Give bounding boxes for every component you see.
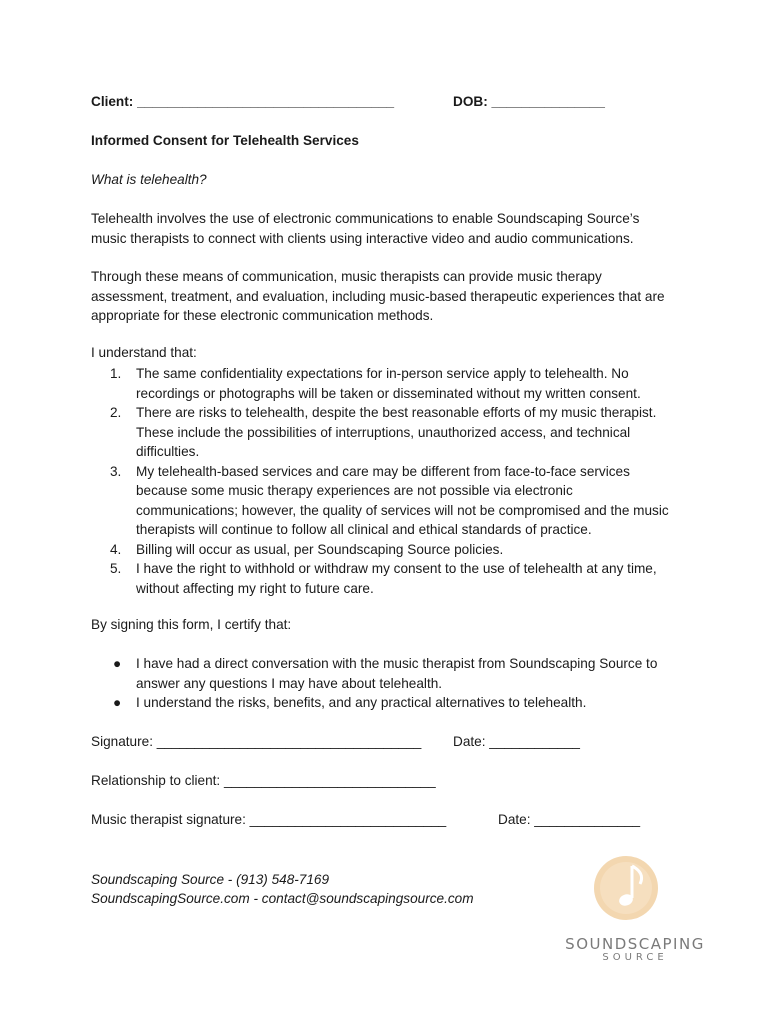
text-line: The same confidentiality expectations for in-person service apply to telehealth. No <box>136 366 629 381</box>
communication-paragraph <box>91 267 691 326</box>
soundscaping-logo <box>560 850 710 970</box>
logo-wordmark: SOUNDSCAPING <box>565 935 705 953</box>
text-line: without affecting my right to future care. <box>136 580 374 596</box>
dob-field: DOB: _______________ <box>453 94 605 109</box>
list-item <box>91 654 691 693</box>
list-item <box>91 559 691 598</box>
text-line: Billing will occur as usual, per Soundscaping Source policies. <box>136 541 504 557</box>
list-item <box>91 403 691 462</box>
text-line: Telehealth involves the use of electronic communications to enable Soundscaping Source’s <box>91 211 640 226</box>
therapist-date-field: Date: ______________ <box>498 812 641 827</box>
list-item <box>91 462 691 540</box>
text-line: I have had a direct conversation with the music therapist from Soundscaping Source to <box>136 656 658 671</box>
understand-list <box>91 364 691 598</box>
understand-heading: I understand that: <box>91 345 197 360</box>
logo-submark: SOURCE <box>602 952 668 963</box>
text-line: appropriate for these electronic communication methods. <box>91 308 434 323</box>
footer-phone-line: Soundscaping Source - (913) 548-7169 <box>91 872 330 887</box>
signature-date-field: Date: ____________ <box>453 734 580 749</box>
text-line: These include the possibilities of interruptions, unauthorized access, and technical <box>136 424 631 440</box>
certify-heading: By signing this form, I certify that: <box>91 617 292 632</box>
list-item <box>91 693 691 713</box>
text-line: music therapists to connect with clients using interactive video and audio communications. <box>91 230 634 246</box>
bullet-icon: ● <box>113 656 122 671</box>
text-line: I understand the risks, benefits, and any practical alternatives to telehealth. <box>136 695 587 710</box>
text-line: difficulties. <box>136 444 200 459</box>
text-line: communications; however, the quality of services will not be compromised and the music <box>136 502 669 518</box>
certify-list <box>91 654 691 713</box>
list-number: 3. <box>110 463 122 479</box>
form-title: Informed Consent for Telehealth Services <box>91 133 359 148</box>
text-line: therapists will continue to follow all clinical and ethical standards of practice. <box>136 522 592 537</box>
text-line: There are risks to telehealth, despite the best reasonable efforts of my music therapist. <box>136 405 657 420</box>
therapist-signature-field: Music therapist signature: __________________________ <box>91 812 447 827</box>
list-item <box>91 364 691 403</box>
list-number: 4. <box>110 541 122 557</box>
client-field: Client: __________________________________ <box>91 94 395 109</box>
signature-field: Signature: ___________________________________ <box>91 734 422 749</box>
section-question: What is telehealth? <box>91 172 207 187</box>
music-note-icon <box>594 856 658 920</box>
text-line: Through these means of communication, music therapists can provide music therapy <box>91 269 602 284</box>
text-line: answer any questions I may have about telehealth. <box>136 675 443 691</box>
telehealth-definition-paragraph <box>91 209 691 248</box>
bullet-icon: ● <box>113 695 122 710</box>
list-number: 5. <box>110 561 122 576</box>
text-line: recordings or photographs will be taken or disseminated without my written consent. <box>136 385 641 401</box>
text-line: because some music therapy experiences are not possible via electronic <box>136 483 573 498</box>
text-line: assessment, treatment, and evaluation, including music-based therapeutic experiences that are <box>91 288 665 304</box>
list-number: 1. <box>110 366 122 381</box>
list-item <box>91 540 691 560</box>
list-number: 2. <box>110 405 122 420</box>
text-line: My telehealth-based services and care may be different from face-to-face services <box>136 463 630 479</box>
relationship-field: Relationship to client: ____________________________ <box>91 773 436 788</box>
footer-contact-line: SoundscapingSource.com - contact@soundscapingsource.com <box>91 891 474 906</box>
text-line: I have the right to withhold or withdraw my consent to the use of telehealth at any time, <box>136 561 657 576</box>
